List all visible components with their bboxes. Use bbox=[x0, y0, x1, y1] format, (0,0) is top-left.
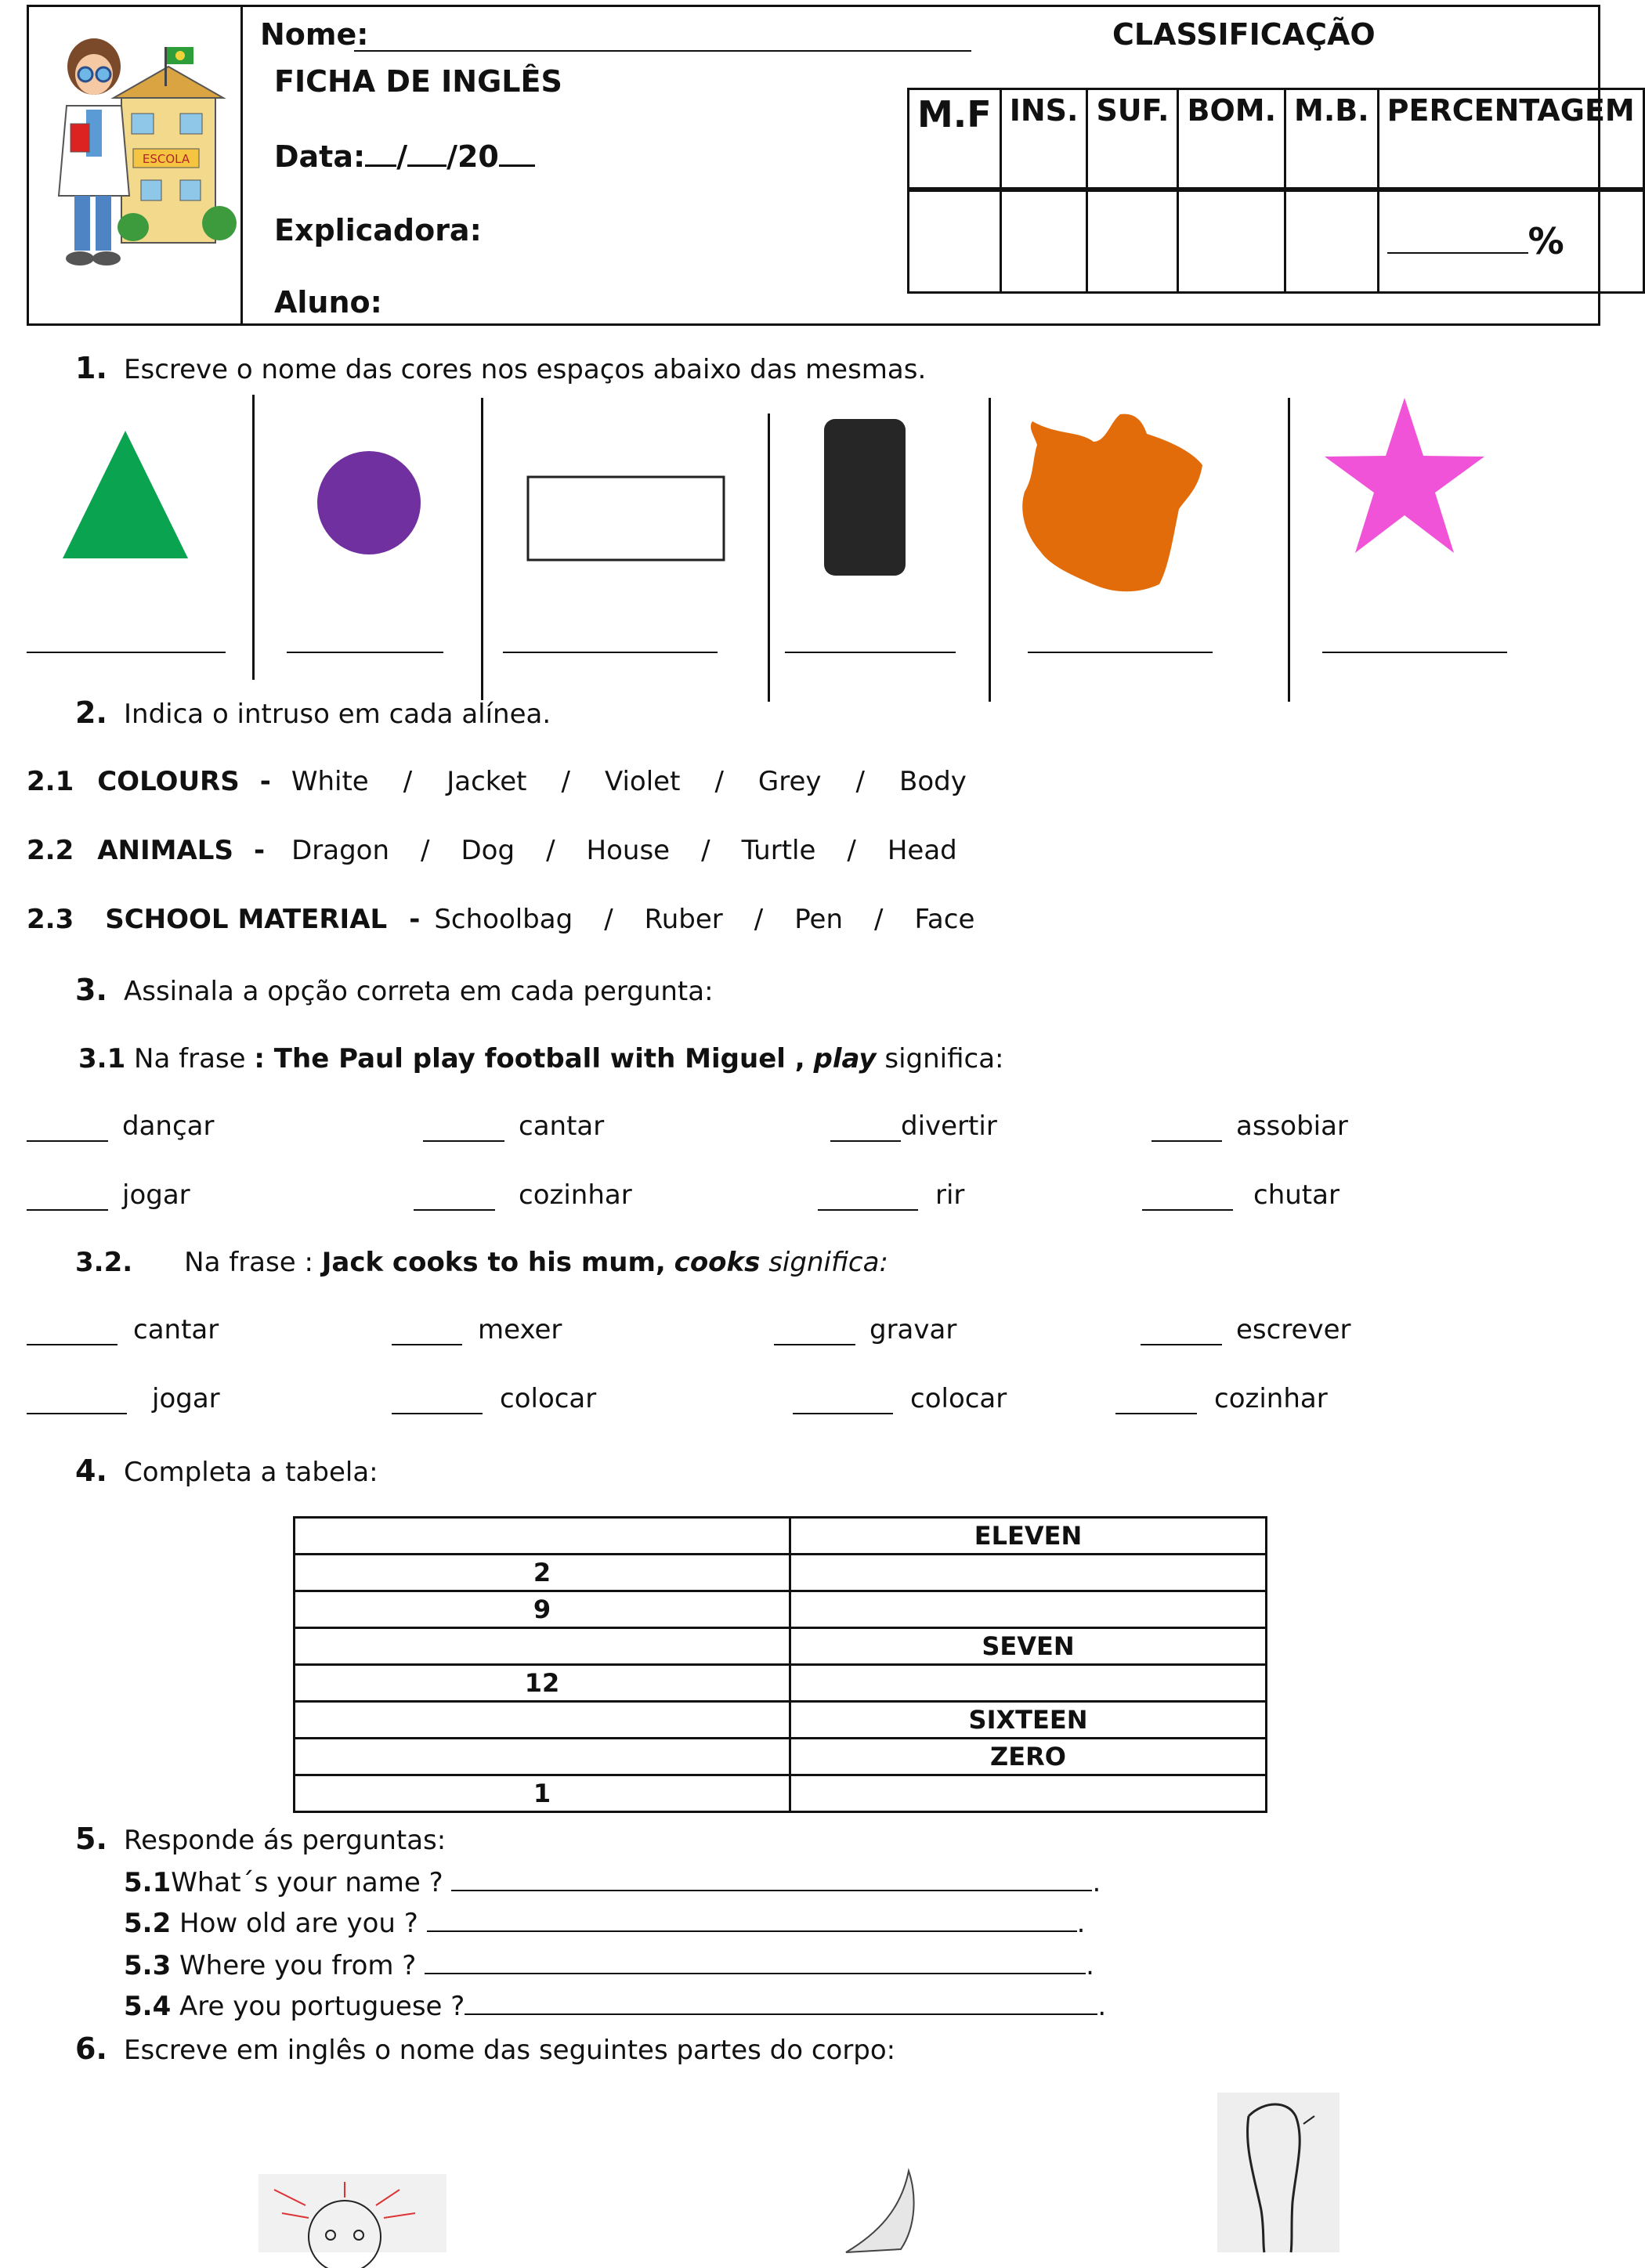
grade-cell-ins[interactable] bbox=[1000, 190, 1087, 293]
grade-col-mf: M.F bbox=[909, 89, 1001, 190]
table-cell[interactable]: 9 bbox=[295, 1591, 790, 1628]
face-drawing bbox=[258, 2174, 446, 2252]
q2-word[interactable]: Dragon bbox=[291, 835, 390, 866]
grade-cell-mf[interactable] bbox=[909, 190, 1001, 293]
nose-drawing bbox=[830, 2171, 924, 2252]
table-cell[interactable] bbox=[790, 1775, 1267, 1812]
q3-2-prompt: 3.2. Na frase : Jack cooks to his mum, cooks significa: bbox=[75, 1247, 888, 1278]
percent-symbol: % bbox=[1528, 220, 1564, 263]
grade-table bbox=[907, 88, 1645, 294]
grade-col-suf: SUF. bbox=[1087, 89, 1178, 190]
option-jogar-2[interactable]: jogar bbox=[27, 1383, 220, 1414]
table-row bbox=[295, 1628, 1267, 1665]
option-cozinhar[interactable]: cozinhar bbox=[414, 1179, 632, 1211]
q2-word[interactable]: Grey bbox=[757, 766, 822, 797]
option-cozinhar-2[interactable]: cozinhar bbox=[1115, 1383, 1328, 1414]
q3-1-prompt: 3.1 Na frase : The Paul play football with Miguel , play significa: bbox=[78, 1043, 1004, 1074]
table-cell[interactable]: ELEVEN bbox=[790, 1518, 1267, 1555]
table-cell[interactable]: ZERO bbox=[790, 1739, 1267, 1775]
q2-number: 2. bbox=[75, 695, 107, 730]
q2-word[interactable]: Violet bbox=[604, 766, 681, 797]
q2-word[interactable]: Turtle bbox=[741, 835, 816, 866]
divider-4 bbox=[989, 398, 991, 702]
grade-cell-mb[interactable] bbox=[1285, 190, 1379, 293]
table-cell[interactable] bbox=[790, 1665, 1267, 1702]
q1-instruction: Escreve o nome das cores nos espaços abaixo das mesmas. bbox=[124, 354, 927, 385]
q2-word[interactable]: Body bbox=[899, 766, 967, 797]
option-escrever[interactable]: escrever bbox=[1141, 1314, 1351, 1345]
table-cell[interactable] bbox=[790, 1555, 1267, 1591]
q5-number: 5. bbox=[75, 1822, 107, 1856]
sheet-title: FICHA DE INGLÊS bbox=[274, 64, 562, 99]
q2-word[interactable]: Dog bbox=[461, 835, 515, 866]
date-separator: / bbox=[396, 139, 408, 174]
table-row bbox=[295, 1518, 1267, 1555]
option-colocar-2[interactable]: colocar bbox=[793, 1383, 1007, 1414]
q3-instruction: Assinala a opção correta em cada pergunta: bbox=[124, 976, 714, 1007]
option-jogar[interactable]: jogar bbox=[27, 1179, 190, 1211]
grade-col-percentage: PERCENTAGEM bbox=[1378, 89, 1643, 190]
table-row bbox=[295, 1555, 1267, 1591]
date-year: /20 bbox=[446, 139, 499, 174]
option-cantar-2[interactable]: cantar bbox=[27, 1314, 219, 1345]
colour-answer-2[interactable] bbox=[287, 652, 443, 653]
logo-sign: ESCOLA bbox=[142, 152, 190, 166]
colour-answer-5[interactable] bbox=[1028, 652, 1213, 653]
q4-instruction: Completa a tabela: bbox=[124, 1457, 378, 1488]
q2-item-3: 2.3 SCHOOL MATERIAL - Schoolbag / Ruber / Pen / Face bbox=[27, 904, 975, 935]
colour-answer-3[interactable] bbox=[503, 652, 718, 653]
table-cell[interactable] bbox=[790, 1591, 1267, 1628]
q2-instruction: Indica o intruso em cada alínea. bbox=[124, 699, 551, 730]
option-rir[interactable]: rir bbox=[818, 1179, 964, 1211]
q2-word[interactable]: Jacket bbox=[446, 766, 527, 797]
q2-word[interactable]: Head bbox=[887, 835, 957, 866]
name-line[interactable] bbox=[354, 50, 971, 52]
q2-word[interactable]: Face bbox=[914, 904, 975, 935]
date-field[interactable] bbox=[274, 139, 535, 174]
q5-question-1[interactable]: 5.1What´s your name ? . bbox=[124, 1867, 1101, 1898]
table-cell[interactable]: SEVEN bbox=[790, 1628, 1267, 1665]
q2-word[interactable]: White bbox=[291, 766, 369, 797]
green-triangle bbox=[63, 431, 188, 560]
table-cell[interactable] bbox=[295, 1702, 790, 1739]
q2-item-1: 2.1 COLOURS - White / Jacket / Violet / Grey / Body bbox=[27, 766, 967, 797]
divider-1 bbox=[252, 395, 255, 680]
table-row bbox=[295, 1591, 1267, 1628]
q6-number: 6. bbox=[75, 2031, 107, 2066]
q1-number: 1. bbox=[75, 351, 107, 385]
q5-question-2[interactable]: 5.2 How old are you ? . bbox=[124, 1908, 1086, 1939]
grade-cell-suf[interactable] bbox=[1087, 190, 1178, 293]
tutor-label: Explicadora: bbox=[274, 213, 482, 247]
teacher-school-logo bbox=[47, 31, 235, 282]
option-assobiar[interactable]: assobiar bbox=[1152, 1111, 1348, 1142]
divider-2 bbox=[481, 398, 483, 700]
q3-number: 3. bbox=[75, 973, 107, 1007]
table-cell[interactable] bbox=[295, 1628, 790, 1665]
numbers-table bbox=[293, 1516, 1267, 1813]
q6-instruction: Escreve em inglês o nome das seguintes partes do corpo: bbox=[124, 2035, 896, 2066]
table-cell[interactable] bbox=[295, 1739, 790, 1775]
q4-number: 4. bbox=[75, 1454, 107, 1488]
black-rectangle bbox=[824, 419, 906, 576]
q5-instruction: Responde ás perguntas: bbox=[124, 1825, 446, 1856]
date-label: Data: bbox=[274, 139, 366, 174]
q2-word[interactable]: House bbox=[586, 835, 671, 866]
leg-drawing bbox=[1217, 2093, 1340, 2252]
classification-title: CLASSIFICAÇÃO bbox=[1112, 17, 1376, 52]
table-row bbox=[295, 1775, 1267, 1812]
option-chutar[interactable]: chutar bbox=[1142, 1179, 1340, 1211]
pink-star bbox=[1324, 398, 1485, 554]
option-gravar[interactable]: gravar bbox=[774, 1314, 956, 1345]
q2-word[interactable]: Schoolbag bbox=[434, 904, 573, 935]
orange-blob bbox=[1018, 410, 1203, 594]
colour-answer-6[interactable] bbox=[1322, 652, 1507, 653]
table-cell[interactable]: 1 bbox=[295, 1775, 790, 1812]
option-colocar-1[interactable]: colocar bbox=[392, 1383, 596, 1414]
q2-word[interactable]: Pen bbox=[794, 904, 844, 935]
grade-cell-bom[interactable] bbox=[1178, 190, 1285, 293]
table-row bbox=[295, 1702, 1267, 1739]
colour-answer-4[interactable] bbox=[785, 652, 956, 653]
option-cantar[interactable]: cantar bbox=[423, 1111, 604, 1142]
table-cell[interactable]: 12 bbox=[295, 1665, 790, 1702]
q2-item-2: 2.2 ANIMALS - Dragon / Dog / House / Turtle / Head bbox=[27, 835, 957, 866]
option-mexer[interactable]: mexer bbox=[392, 1314, 562, 1345]
divider-3 bbox=[768, 414, 770, 702]
table-row bbox=[295, 1665, 1267, 1702]
purple-circle bbox=[316, 450, 421, 555]
table-cell[interactable]: SIXTEEN bbox=[790, 1702, 1267, 1739]
table-row bbox=[295, 1739, 1267, 1775]
table-cell[interactable]: 2 bbox=[295, 1555, 790, 1591]
q5-question-3[interactable]: 5.3 Where you from ? . bbox=[124, 1950, 1094, 1981]
white-rectangle bbox=[526, 475, 725, 562]
divider-5 bbox=[1288, 398, 1290, 702]
grade-col-mb: M.B. bbox=[1285, 89, 1379, 190]
q2-word[interactable]: Ruber bbox=[644, 904, 723, 935]
q5-question-4[interactable]: 5.4 Are you portuguese ? . bbox=[124, 1991, 1107, 2022]
name-label: Nome: bbox=[260, 17, 369, 52]
table-cell[interactable] bbox=[295, 1518, 790, 1555]
option-divertir[interactable]: divertir bbox=[830, 1111, 997, 1142]
grade-col-bom: BOM. bbox=[1178, 89, 1285, 190]
option-dancar[interactable]: dançar bbox=[27, 1111, 214, 1142]
colour-answer-1[interactable] bbox=[27, 652, 226, 653]
student-label: Aluno: bbox=[274, 285, 382, 320]
grade-col-ins: INS. bbox=[1000, 89, 1087, 190]
grade-cell-percentage[interactable] bbox=[1378, 190, 1643, 293]
